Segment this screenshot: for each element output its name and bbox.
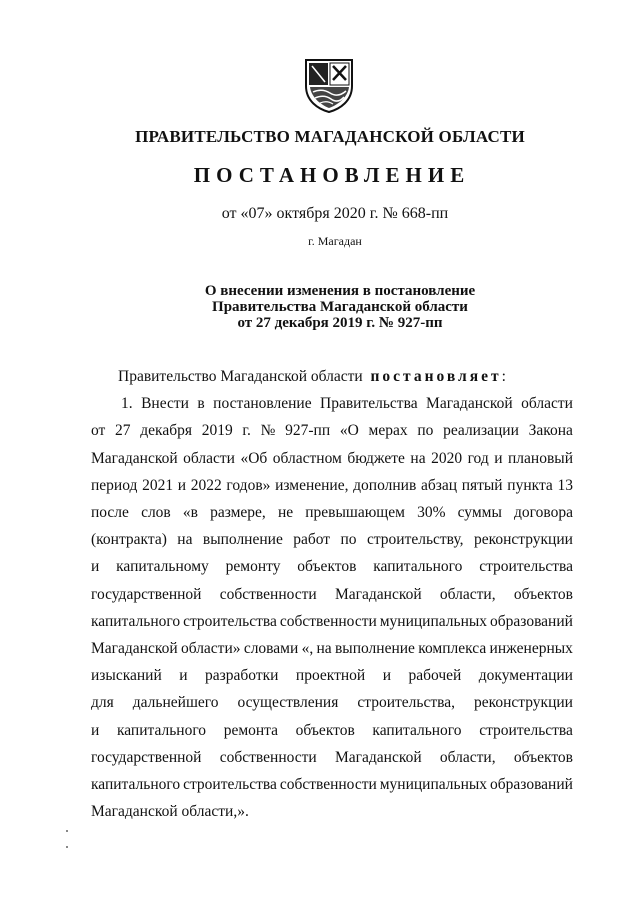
body-line [91,798,573,825]
body-word: Закона [528,422,573,440]
body-line [91,744,573,771]
body-word: государственной [91,748,202,766]
body-word: осуществления [237,694,339,712]
body-word: разработки [205,667,279,685]
body-word: Магаданской [91,640,178,658]
body-word: и [177,476,187,494]
body-word: области, [439,748,496,766]
body-word: выполнение [334,640,415,658]
body-word: размере, [210,504,266,522]
body-word: 927-пп [285,422,331,440]
body-line [91,771,573,798]
body-line [91,581,573,608]
body-word: бюджете [347,449,405,467]
document-city: г. Магадан [308,234,362,248]
body-line [91,635,573,662]
body-word: 2022 [190,476,222,494]
body-line [91,390,573,417]
body-word: изысканий [91,667,162,685]
body-word: абзац [420,476,458,494]
body-word: объектов [513,748,573,766]
body-word: суммы [457,504,502,522]
body-word: на [316,640,332,658]
body-word: для [91,694,114,712]
body-word: пункта [507,476,553,494]
body-line [91,445,573,472]
body-word: строительства [479,558,573,576]
intro-line [91,363,573,390]
scan-mark [66,830,68,832]
body-word: слов [141,504,171,522]
body-line [91,472,573,499]
body-word: год [467,449,489,467]
document-subject [0,283,640,331]
body-word: «Об [240,449,268,467]
body-word: от [91,422,106,440]
body-word: образований [490,776,573,794]
intro-suffix: : [501,368,506,385]
body-word: строительства [183,776,277,794]
body-word: области, [439,585,496,603]
body-word: «в [182,504,198,522]
body-word: 30% [417,504,446,522]
body-word: капитального [373,558,463,576]
body-word: «, [301,640,314,658]
body-word: 2019 [201,422,233,440]
body-word: объектов [513,585,573,603]
body-line [91,499,573,526]
body-word: объектов [297,558,357,576]
body-word: собственности [279,776,377,794]
magadan-region-coat-of-arms-icon [300,56,358,114]
body-word: плановый [508,449,573,467]
body-word: дальнейшего [132,694,219,712]
body-word: 2020 [431,449,463,467]
subject-line: Правительства Магаданской области [212,299,468,315]
body-word: «О [339,422,359,440]
body-word: работ [293,531,331,549]
document-body [91,363,573,825]
organization-title: ПРАВИТЕЛЬСТВО МАГАДАНСКОЙ ОБЛАСТИ [135,127,525,146]
subject-line: О внесении изменения в постановление [204,283,476,299]
intro-prefix: Правительство Магаданской области [118,368,363,385]
body-word: пятый [461,476,503,494]
body-word: 27 [115,422,131,440]
body-word: в [197,395,205,413]
body-word: (контракта) [91,531,167,549]
document-date-number: от «07» октября 2020 г. № 668-пп [221,205,449,222]
body-word: на [410,449,426,467]
body-word: 13 [557,476,573,494]
body-word: документации [478,667,573,685]
body-word: словами [243,640,299,658]
body-word: изменение, [275,476,349,494]
body-word: 2021 [142,476,174,494]
body-word: области [521,395,573,413]
intro-keyword: постановляет [370,368,502,385]
body-word: и [494,449,503,467]
body-word: 1. [121,395,133,413]
body-word: Правительства [320,395,418,413]
body-word: капитального [91,776,181,794]
body-word: муниципальных [379,776,488,794]
body-word: дополнив [353,476,417,494]
body-word: комплекса [418,640,487,658]
body-line [91,717,573,744]
body-word: реализации [443,422,519,440]
body-word: и [91,721,100,739]
body-line [91,417,573,444]
subject-line: от 27 декабря 2019 г. № 927-пп [237,315,443,331]
body-line [91,662,573,689]
body-word: по [340,531,357,549]
body-word: рабочей [408,667,462,685]
body-word: области» [180,640,241,658]
body-line [91,689,573,716]
body-word: собственности [219,585,317,603]
body-word: после [91,504,129,522]
body-word: реконструкции [473,694,573,712]
body-word: строительству, [366,531,464,549]
body-word: ремонту [225,558,281,576]
body-word: период [91,476,138,494]
body-word: инженерных [489,640,573,658]
body-word: объектов [295,721,355,739]
body-word: не [277,504,294,522]
body-word: выполнение [202,531,283,549]
body-word: Магаданской [426,395,513,413]
body-word: по [417,422,434,440]
body-word: муниципальных [379,612,488,630]
body-word: постановление [213,395,312,413]
body-word: областном [272,449,342,467]
body-word: и [91,558,100,576]
body-word: годов» [226,476,271,494]
body-word: Магаданской [334,748,422,766]
body-line-text: Магаданской области,». [91,803,249,821]
body-word: на [177,531,193,549]
body-word: государственной [91,585,202,603]
body-word: договора [514,504,573,522]
body-word: собственности [279,612,377,630]
body-word: декабря [140,422,192,440]
body-word: Внести [141,395,189,413]
body-word: Магаданской [334,585,422,603]
body-word: строительства [183,612,277,630]
body-word: проектной [295,667,366,685]
body-word: собственности [219,748,317,766]
body-word: капитального [116,721,207,739]
body-word: и [382,667,391,685]
body-word: г. [242,422,251,440]
body-word: реконструкции [473,531,573,549]
body-line [91,553,573,580]
body-word: и [179,667,188,685]
body-word: образований [490,612,573,630]
body-word: Магаданской [91,449,178,467]
body-line [91,608,573,635]
body-line [91,526,573,553]
scan-mark [66,846,68,848]
body-word: капитального [372,721,462,739]
body-word: превышающем [305,504,405,522]
document-type-title: ПОСТАНОВЛЕНИЕ [193,163,471,187]
body-word: капитального [91,612,181,630]
body-word: строительства [479,721,573,739]
body-word: строительства, [357,694,455,712]
body-word: области [183,449,235,467]
body-word: мерах [368,422,408,440]
body-word: ремонта [223,721,279,739]
coat-of-arms-emblem [300,56,358,114]
body-word: капитальному [116,558,209,576]
body-word: № [260,422,276,440]
